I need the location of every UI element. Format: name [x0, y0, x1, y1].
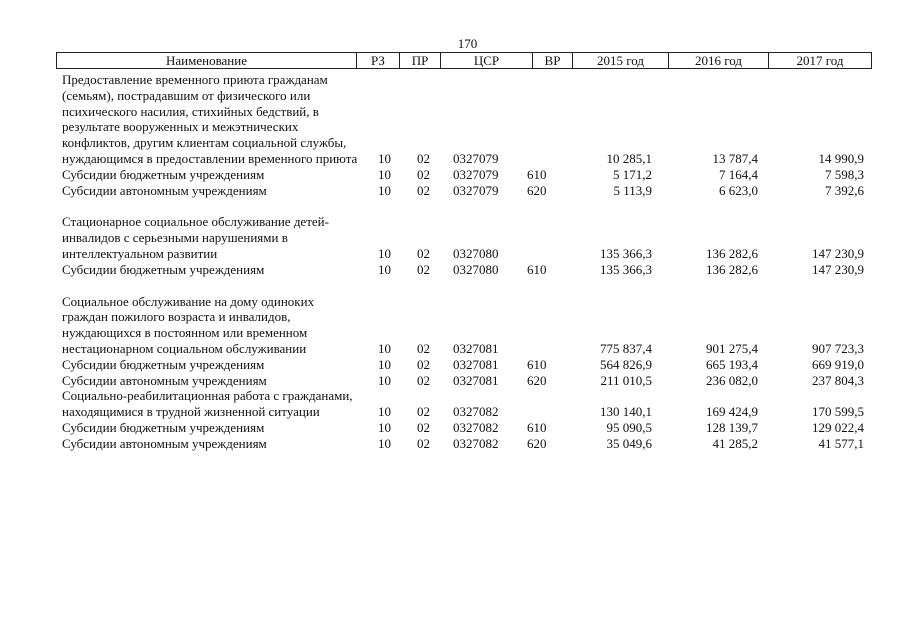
vr-cell: 610	[527, 261, 547, 277]
header-2015: 2015 год	[573, 53, 669, 68]
row-name: Субсидии бюджетным учреждениям	[62, 261, 265, 277]
table-row	[62, 262, 870, 278]
vr-cell: 620	[527, 372, 547, 388]
header-rz: РЗ	[357, 53, 400, 68]
amount-2016: 13 787,4	[712, 150, 758, 166]
table-row	[62, 294, 870, 357]
amount-2016: 665 193,4	[706, 356, 758, 372]
pr-cell: 02	[417, 182, 430, 198]
table-row	[62, 388, 870, 420]
amount-2015: 5 113,9	[613, 182, 652, 198]
amount-2015: 10 285,1	[606, 150, 652, 166]
row-name: Субсидии бюджетным учреждениям	[62, 356, 265, 372]
amount-2017: 7 392,6	[825, 182, 864, 198]
header-vr: ВР	[533, 53, 573, 68]
amount-2016: 901 275,4	[706, 340, 758, 356]
rz-cell: 10	[378, 166, 391, 182]
header-pr: ПР	[400, 53, 441, 68]
amount-2016: 136 282,6	[706, 261, 758, 277]
amount-2017: 129 022,4	[812, 419, 864, 435]
vr-cell: 610	[527, 166, 547, 182]
rz-cell: 10	[378, 340, 391, 356]
amount-2017: 907 723,3	[812, 340, 864, 356]
amount-2016: 128 139,7	[706, 419, 758, 435]
csr-cell: 0327081	[453, 340, 499, 356]
row-name: Социальное обслуживание на дому одиноких граждан пожилого возраста и инвалидов, нуждающихся в постоянном или временном нестационарном социальном обслуживании	[62, 293, 315, 356]
pr-cell: 02	[417, 340, 430, 356]
amount-2016: 41 285,2	[712, 435, 758, 451]
pr-cell: 02	[417, 166, 430, 182]
rz-cell: 10	[378, 372, 391, 388]
amount-2016: 7 164,4	[719, 166, 758, 182]
table-row	[62, 420, 870, 436]
pr-cell: 02	[417, 435, 430, 451]
csr-cell: 0327080	[453, 245, 499, 261]
vr-cell: 610	[527, 419, 547, 435]
row-name: Субсидии автономным учреждениям	[62, 435, 267, 451]
csr-cell: 0327079	[453, 182, 499, 198]
csr-cell: 0327080	[453, 261, 499, 277]
table-row	[62, 436, 870, 452]
amount-2015: 35 049,6	[606, 435, 652, 451]
amount-2017: 147 230,9	[812, 261, 864, 277]
row-name: Субсидии автономным учреждениям	[62, 182, 267, 198]
amount-2016: 6 623,0	[719, 182, 758, 198]
table-row	[62, 183, 870, 199]
amount-2015: 564 826,9	[600, 356, 652, 372]
amount-2015: 135 366,3	[600, 261, 652, 277]
pr-cell: 02	[417, 372, 430, 388]
pr-cell: 02	[417, 356, 430, 372]
amount-2015: 775 837,4	[600, 340, 652, 356]
row-name: Субсидии бюджетным учреждениям	[62, 166, 265, 182]
row-name: Предоставление временного приюта гражданам (семьям), пострадавшим от физического или психического насилия, стихийных бедствий, в результате вооруженных и межэтнических конфликтов, другим клиентам социальной службы, нуждающимся в предоставлении временного приюта	[62, 72, 358, 166]
csr-cell: 0327082	[453, 419, 499, 435]
table-row	[62, 72, 870, 167]
rz-cell: 10	[378, 150, 391, 166]
rz-cell: 10	[378, 419, 391, 435]
table-row	[62, 357, 870, 373]
csr-cell: 0327081	[453, 356, 499, 372]
amount-2015: 130 140,1	[600, 404, 652, 420]
amount-2015: 211 010,5	[600, 372, 652, 388]
vr-cell: 610	[527, 356, 547, 372]
amount-2016: 169 424,9	[706, 404, 758, 420]
amount-2017: 170 599,5	[812, 404, 864, 420]
header-2017: 2017 год	[796, 53, 844, 68]
header-2016: 2016 год	[669, 53, 769, 68]
pr-cell: 02	[417, 404, 430, 420]
rz-cell: 10	[378, 182, 391, 198]
header-csr: ЦСР	[441, 53, 533, 68]
pr-cell: 02	[417, 419, 430, 435]
rz-cell: 10	[378, 356, 391, 372]
amount-2017: 147 230,9	[812, 245, 864, 261]
amount-2017: 669 919,0	[812, 356, 864, 372]
page-number: 170	[457, 36, 478, 51]
row-name: Субсидии бюджетным учреждениям	[62, 419, 265, 435]
pr-cell: 02	[417, 150, 430, 166]
csr-cell: 0327079	[453, 166, 499, 182]
row-name: Стационарное социальное обслуживание детей-инвалидов с серьезными нарушениями в интеллектуальном развитии	[62, 214, 329, 261]
amount-2016: 136 282,6	[706, 245, 758, 261]
amount-2017: 14 990,9	[818, 150, 864, 166]
amount-2016: 236 082,0	[706, 372, 758, 388]
rz-cell: 10	[378, 404, 391, 420]
header-name: Наименование	[57, 53, 357, 68]
amount-2015: 135 366,3	[600, 245, 652, 261]
vr-cell: 620	[527, 435, 547, 451]
csr-cell: 0327081	[453, 372, 499, 388]
amount-2017: 237 804,3	[812, 372, 864, 388]
amount-2017: 7 598,3	[825, 166, 864, 182]
table-header	[56, 52, 872, 69]
csr-cell: 0327082	[453, 435, 499, 451]
amount-2015: 95 090,5	[606, 419, 652, 435]
table-row	[62, 373, 870, 389]
table-row	[62, 214, 870, 261]
table-body	[62, 72, 870, 452]
table-row	[62, 167, 870, 183]
amount-2017: 41 577,1	[818, 435, 864, 451]
row-name: Социально-реабилитационная работа с гражданами, находящимися в трудной жизненной ситуации	[62, 388, 353, 420]
amount-2015: 5 171,2	[613, 166, 652, 182]
rz-cell: 10	[378, 435, 391, 451]
rz-cell: 10	[378, 261, 391, 277]
row-name: Субсидии автономным учреждениям	[62, 372, 267, 388]
pr-cell: 02	[417, 245, 430, 261]
vr-cell: 620	[527, 182, 547, 198]
rz-cell: 10	[378, 245, 391, 261]
pr-cell: 02	[417, 261, 430, 277]
csr-cell: 0327082	[453, 404, 499, 420]
csr-cell: 0327079	[453, 150, 499, 166]
